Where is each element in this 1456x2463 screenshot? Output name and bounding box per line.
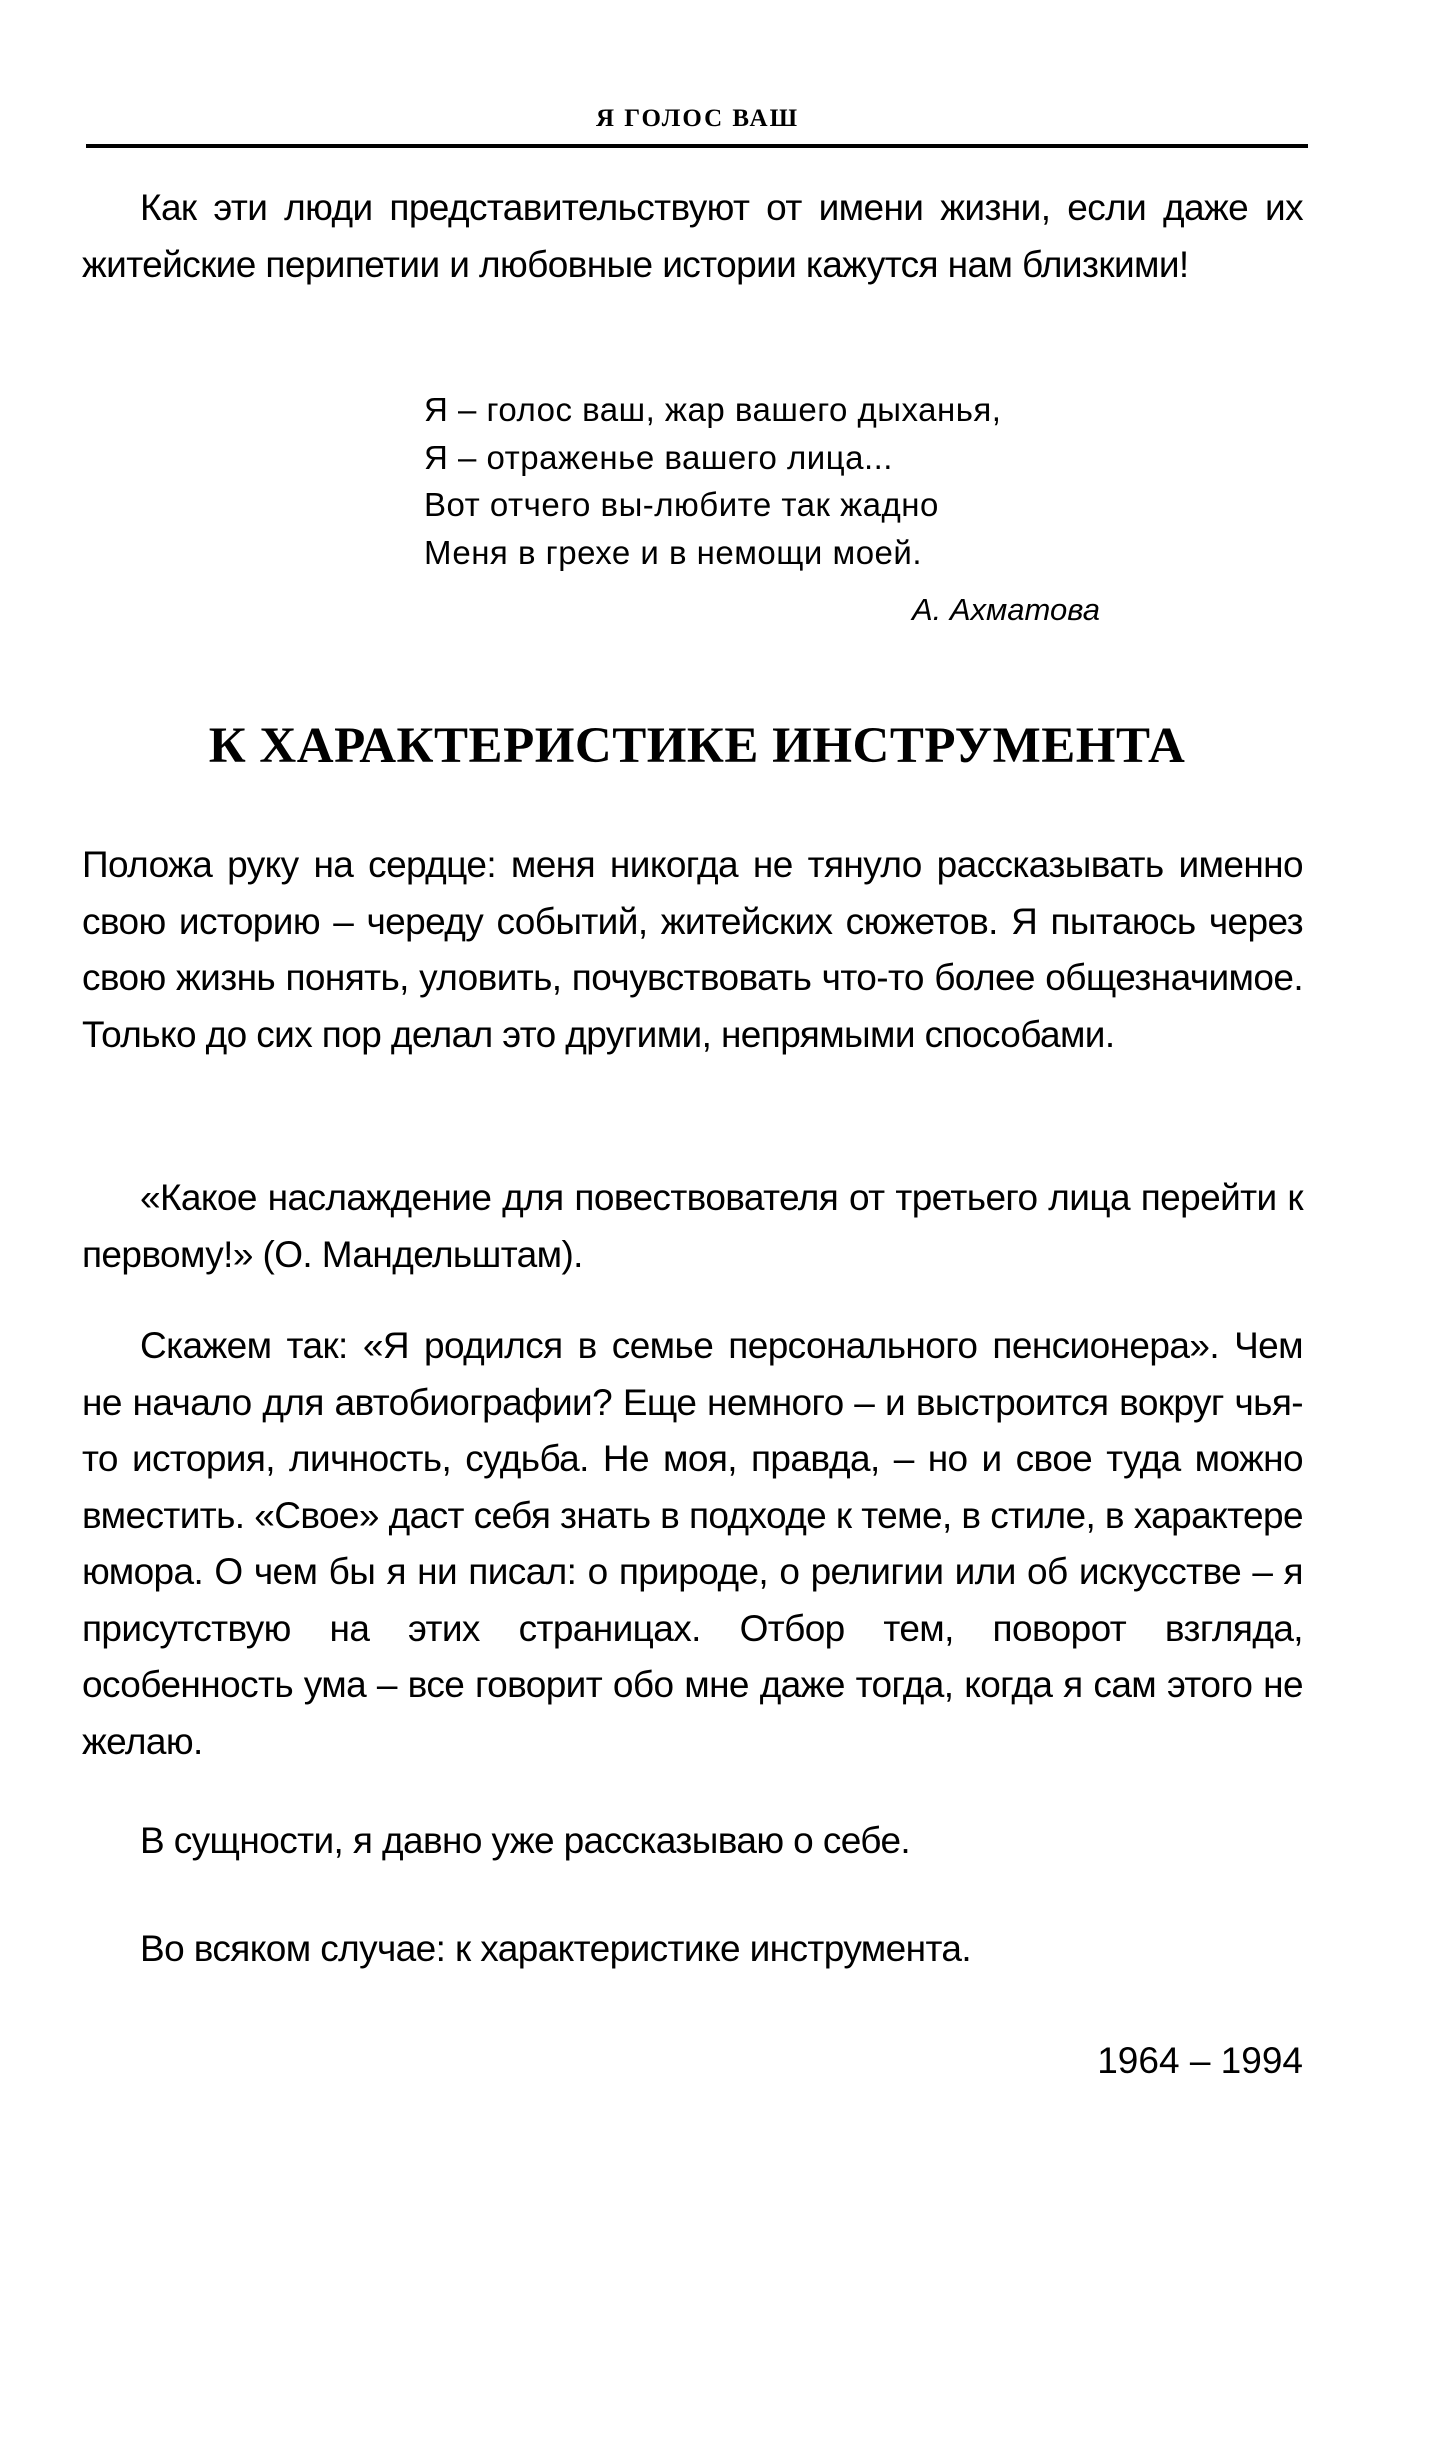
date-range: 1964 – 1994 xyxy=(1097,2040,1303,2081)
paragraph-4: В сущности, я давно уже рассказываю о себе. xyxy=(140,1820,911,1861)
epigraph-line: Я – отраженье вашего лица... xyxy=(424,438,893,476)
epigraph-line: Я – голос ваш, жар вашего дыханья, xyxy=(424,391,1002,428)
epigraph-line: Меня в грехе и в немощи моей. xyxy=(424,533,923,571)
header-rule xyxy=(86,144,1308,148)
paragraph-3: Скажем так: «Я родился в семье персонального пенсионера». Чем не начало для автобиографии? Еще немного – и выстроится вокруг чья-то история, личность, судьба. Не моя, правда, – но и свое туда можно вместить. «Свое» даст себя знать в подходе к теме, в стиле, в характере юмора. О чем бы я ни писал: о природе, о религии или об искусстве – я присутствую на этих страницах. Отбор тем, поворот взгляда, особенность ума – все говорит обо мне даже тогда, когда я сам этого не желаю. xyxy=(82,1325,1303,1762)
intro-paragraph: Как эти люди представительствуют от имени жизни, если даже их житейские перипетии и любовные истории кажутся нам близкими! xyxy=(82,187,1303,285)
paragraph-5: Во всяком случае: к характеристике инструмента. xyxy=(140,1928,972,1969)
epigraph-poem xyxy=(424,386,1001,576)
running-head: Я ГОЛОС ВАШ xyxy=(595,105,800,132)
epigraph-line: Вот отчего вы-любите так жадно xyxy=(424,486,939,523)
paragraph-2: «Какое наслаждение для повествователя от третьего лица перейти к первому!» (О. Мандельштам). xyxy=(82,1177,1303,1275)
paragraph-1: Положа руку на сердце: меня никогда не тянуло рассказывать именно свою историю – череду событий, житейских сюжетов. Я пытаюсь через свою жизнь понять, уловить, почувствовать что-то более общезначимое. Только до сих пор делал это другими, непрямыми способами. xyxy=(82,844,1303,1055)
epigraph-author: А. Ахматова xyxy=(911,592,1100,627)
section-title: К ХАРАКТЕРИСТИКЕ ИНСТРУМЕНТА xyxy=(208,718,1186,774)
